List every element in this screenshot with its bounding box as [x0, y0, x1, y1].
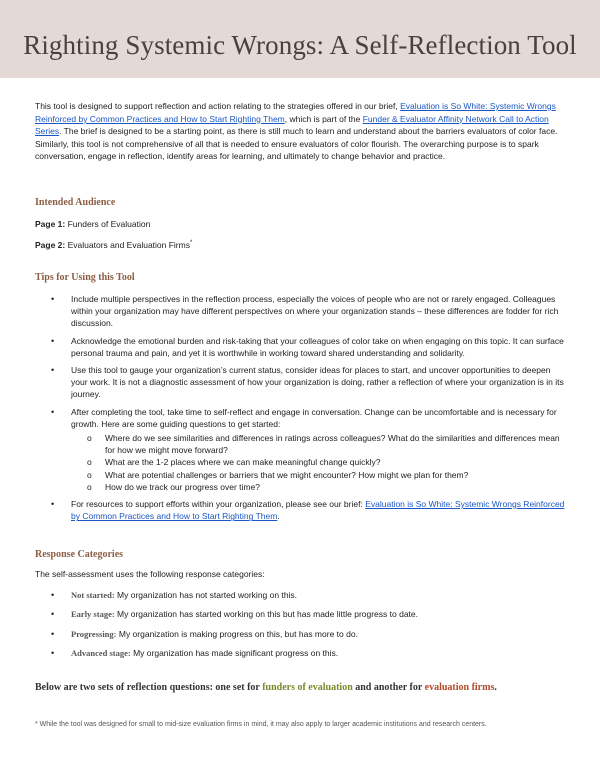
question-text: What are potential challenges or barriers that we might encounter? How might we plan for them?	[105, 469, 469, 480]
tip-text: After completing the tool, take time to self-reflect and engage in conversation. Change can be uncomfortable and is necessary for growth. Here are some guiding questions to get started:	[71, 406, 557, 429]
list-item	[35, 647, 567, 659]
list-item	[71, 481, 567, 493]
category-text: My organization has started working on this but has made little progress to date.	[114, 609, 418, 620]
list-item	[35, 293, 567, 330]
tips-list	[35, 293, 567, 522]
page1-text: Funders of Evaluation	[65, 219, 151, 229]
footnote-mark: *	[189, 240, 193, 246]
intro-text-1: This tool is designed to support reflection and action relating to the strategies offered in our brief,	[35, 101, 401, 111]
resources-end: .	[277, 511, 280, 522]
audience-heading: Intended Audience	[35, 197, 116, 208]
callout-section	[35, 682, 567, 693]
question-text: How do we track our progress over time?	[105, 481, 260, 492]
tip-text: Include multiple perspectives in the reflection process, especially the voices of people who are not or rarely engaged. Colleagues within your organization may have different perspectives on where your organization stands – these differences are fodder for rich discussion.	[71, 294, 559, 329]
callout-text	[35, 682, 567, 693]
guiding-questions-list	[71, 432, 567, 493]
resources-brief-link[interactable]: Evaluation is So White: Systemic Wrongs Reinforced by Common Practices and How to Start Righting Them	[71, 499, 565, 522]
list-item	[35, 608, 567, 620]
question-text: What are the 1-2 places where we can make meaningful change quickly?	[105, 457, 381, 468]
series-link[interactable]: Funder & Evaluator Affinity Network Call to Action Series	[35, 113, 549, 137]
category-text: My organization is making progress on this, but has more to do.	[116, 628, 358, 639]
list-item	[71, 456, 567, 468]
intro-section	[35, 100, 567, 163]
bullet-icon: •	[51, 365, 55, 376]
tips-heading: Tips for Using this Tool	[35, 272, 135, 283]
category-term: Progressing:	[71, 628, 117, 639]
callout-part-3: .	[494, 682, 497, 693]
bullet-icon: •	[51, 335, 55, 346]
audience-page1	[35, 218, 567, 230]
list-item	[71, 432, 567, 456]
audience-page2	[35, 237, 567, 251]
circle-bullet-icon: o	[87, 433, 92, 444]
bullet-icon: •	[51, 589, 55, 600]
intro-paragraph	[35, 100, 567, 163]
list-item	[35, 406, 567, 493]
intro-text-3: . The brief is designed to be a starting point, as there is still much to learn and understand about the barriers evaluators of color face. Similarly, this tool is not comprehensive of all that is needed to ensure evaluators of color flourish. The overarching purpose is to spark conversation, engage in reflection, identify areas for learning, and ultimately to change behavior and practice.	[35, 126, 558, 162]
list-item	[35, 628, 567, 640]
circle-bullet-icon: o	[87, 457, 92, 468]
page-title: Righting Systemic Wrongs: A Self-Reflection Tool	[23, 30, 577, 60]
question-text: Where do we see similarities and differences in ratings across colleagues? What do the similarities and differences mean for how we might move forward?	[105, 433, 560, 456]
category-term: Early stage:	[71, 609, 115, 620]
list-item	[35, 589, 567, 601]
category-text: My organization has not started working on this.	[114, 589, 298, 600]
circle-bullet-icon: o	[87, 469, 92, 480]
category-term: Advanced stage:	[71, 648, 131, 659]
page2-text: Evaluators and Evaluation Firms	[65, 239, 190, 250]
brief-link[interactable]: Evaluation is So White: Systemic Wrongs Reinforced by Common Practices and How to Start Righting Them	[35, 101, 556, 124]
bullet-icon: •	[51, 609, 55, 620]
callout-part-1: Below are two sets of reflection questions: one set for	[35, 682, 263, 693]
callout-part-2: and another for	[352, 682, 425, 693]
circle-bullet-icon: o	[87, 481, 92, 492]
responses-section	[35, 549, 567, 667]
list-item	[35, 335, 567, 359]
bullet-icon: •	[51, 628, 55, 639]
callout-firms: evaluation firms	[424, 682, 495, 693]
responses-heading: Response Categories	[35, 549, 124, 560]
resources-text: For resources to support efforts within your organization, please see our brief:	[71, 499, 366, 510]
list-item	[35, 364, 567, 401]
tips-section	[35, 272, 567, 527]
bullet-icon: •	[51, 648, 55, 659]
category-term: Not started:	[71, 589, 115, 600]
footnote: * While the tool was designed for small to mid-size evaluation firms in mind, it may also apply to larger academic institutions and research centers.	[35, 721, 487, 728]
tip-text: Use this tool to gauge your organization’s current status, consider ideas for places to start, and uncover opportunities to deepen your work. It is not a diagnostic assessment of how your organization is doing, rather a reflection of where your organization is in its journey.	[71, 365, 564, 400]
bullet-icon: •	[51, 406, 55, 417]
list-item	[71, 469, 567, 481]
header-banner	[0, 0, 600, 78]
tip-text: Acknowledge the emotional burden and risk-taking that your colleagues of color take on when engaging on this topic. It can surface personal trauma and pain, and yet it is worthwhile in working toward shared understanding and solidarity.	[71, 335, 564, 358]
bullet-icon: •	[51, 294, 55, 304]
list-item	[35, 498, 567, 522]
callout-funders: funders of evaluation	[262, 682, 353, 693]
responses-intro: The self-assessment uses the following response categories:	[35, 569, 265, 579]
footnote-section	[35, 720, 567, 730]
bullet-icon: •	[51, 499, 55, 510]
response-categories-list	[35, 589, 567, 660]
category-text: My organization has made significant progress on this.	[130, 648, 339, 659]
page1-label: Page 1:	[35, 219, 66, 229]
intro-text-2: , which is part of the	[284, 113, 363, 124]
page2-label: Page 2:	[35, 239, 66, 250]
audience-section	[35, 197, 567, 251]
